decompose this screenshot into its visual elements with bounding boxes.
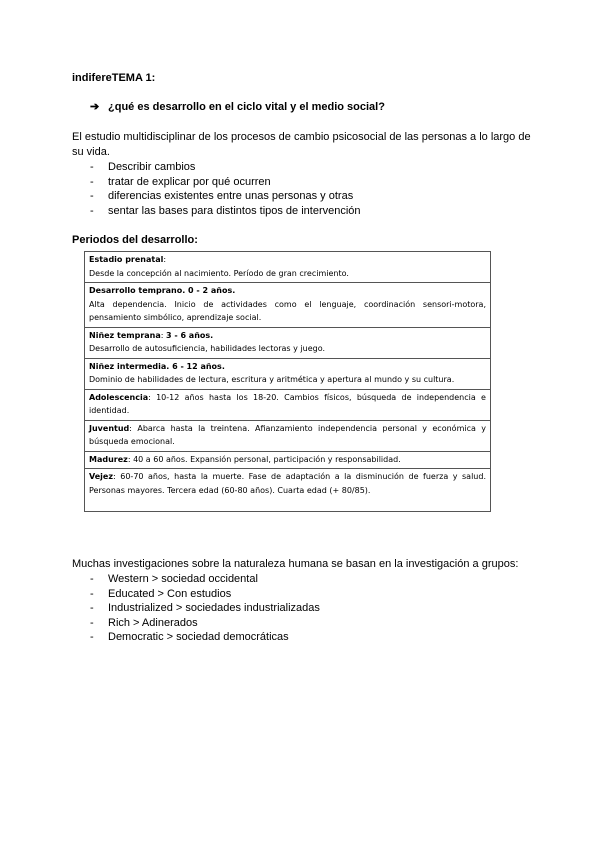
list-item: - Industrialized > sociedades industrializadas: [90, 602, 320, 615]
goals-list: [72, 160, 361, 218]
document-title: indifereTEMA 1:: [72, 72, 156, 84]
list-item: - Rich > Adinerados: [90, 616, 198, 629]
table-row: Desarrollo temprano. 0 - 2 años. Alta dependencia. Inicio de actividades como el lenguaje, coordinación sensori-motora, pensamiento simbólico, aprendizaje social.: [85, 283, 490, 328]
list-item: - diferencias existentes entre unas personas y otras: [90, 190, 354, 203]
periods-heading: Periodos del desarrollo:: [72, 234, 198, 246]
list-item: - tratar de explicar por qué ocurren: [90, 175, 271, 188]
intro-paragraph: El estudio multidisciplinar de los procesos de cambio psicosocial de las personas a lo largo de su vida.: [72, 131, 531, 158]
list-item: - Democratic > sociedad democráticas: [90, 631, 289, 644]
list-item: - Educated > Con estudios: [90, 587, 232, 600]
table-row: Juventud: Abarca hasta la treintena. Afianzamiento independencia personal y económica y búsqueda emocional.: [85, 421, 490, 452]
list-item: - Describir cambios: [90, 161, 196, 173]
table-row: Estadio prenatal: Desde la concepción al nacimiento. Período de gran crecimiento.: [85, 252, 490, 283]
outro-paragraph: Muchas investigaciones sobre la naturaleza humana se basan en la investigación a grupos:: [72, 558, 519, 570]
key-question-text: ¿qué es desarrollo en el ciclo vital y el medio social?: [108, 101, 385, 113]
table-row: Niñez intermedia. 6 - 12 años. Dominio de habilidades de lectura, escritura y aritmética y apertura al mundo y su cultura.: [85, 359, 490, 390]
periods-table: [84, 251, 491, 512]
table-row: Niñez temprana: 3 - 6 años. Desarrollo de autosuficiencia, habilidades lectoras y juego.: [85, 328, 490, 359]
key-question: [90, 100, 385, 113]
weird-list: [72, 572, 320, 645]
list-item: - Western > sociedad occidental: [90, 573, 258, 585]
table-row: Adolescencia: 10-12 años hasta los 18-20. Cambios físicos, búsqueda de independencia e identidad.: [85, 390, 490, 421]
table-row: Vejez: 60-70 años, hasta la muerte. Fase de adaptación a la disminución de fuerza y salud. Personas mayores. Tercera edad (60-80 años). Cuarta edad (+ 80/85).: [89, 472, 486, 495]
table-row: Madurez: 40 a 60 años. Expansión personal, participación y responsabilidad.: [85, 452, 490, 470]
list-item: - sentar las bases para distintos tipos de intervención: [90, 204, 361, 217]
arrow-icon: ➔: [90, 101, 100, 113]
